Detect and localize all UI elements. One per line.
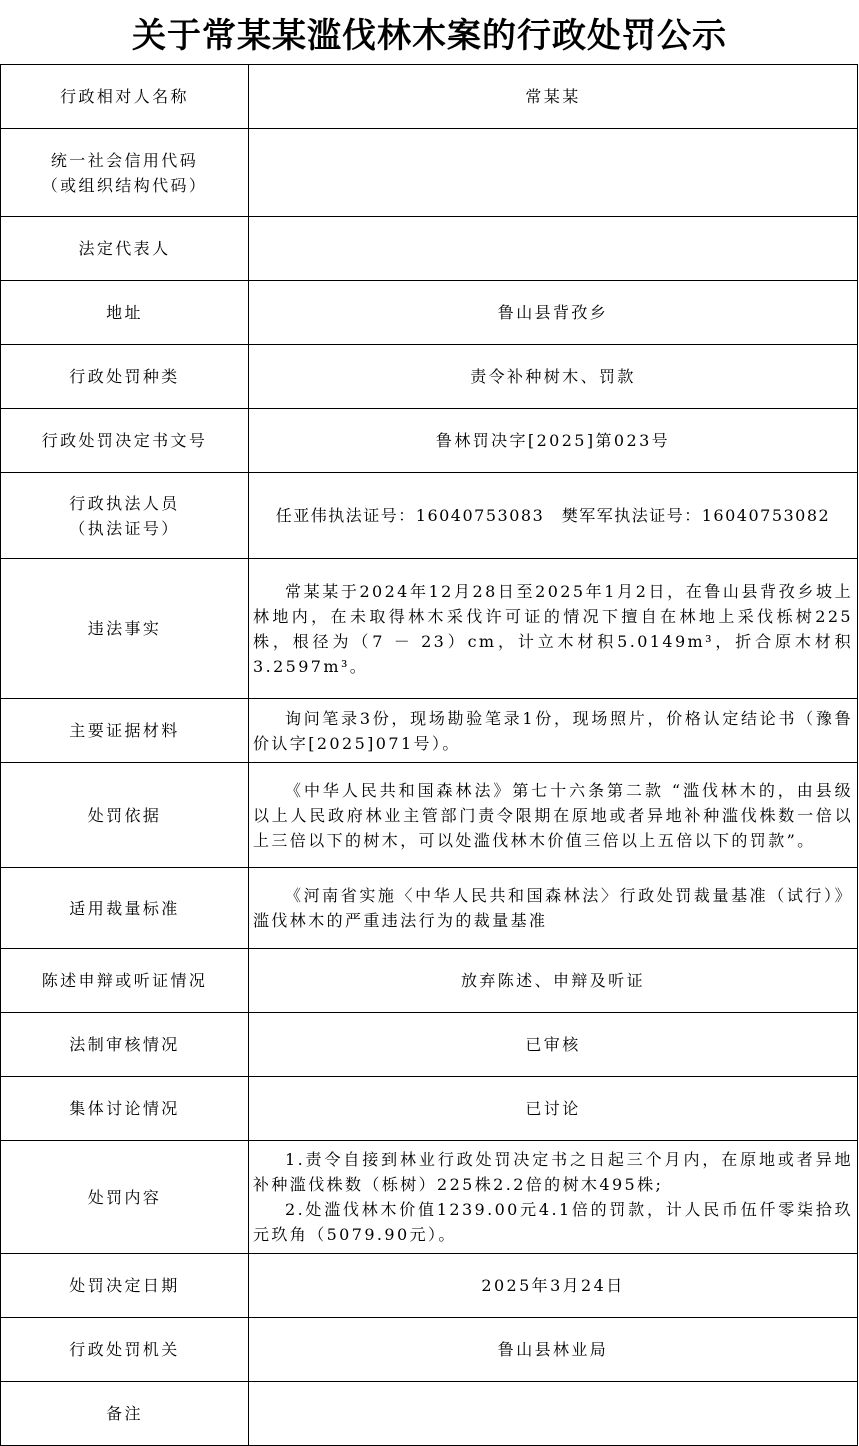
table-row (1, 217, 858, 281)
officers-label-line1: 行政执法人员 (69, 493, 180, 513)
legal-rep-label: 法定代表人 (1, 217, 249, 281)
collective-value: 已讨论 (249, 1077, 858, 1141)
penalty-type-label: 行政处罚种类 (1, 345, 249, 409)
table-row (1, 559, 858, 699)
legal-rep-value (249, 217, 858, 281)
credit-code-value (249, 129, 858, 217)
facts-text: 常某某于2024年12月28日至2025年1月2日，在鲁山县背孜乡坡上林地内，在未取得林木采伐许可证的情况下擅自在林地上采伐栎树225株，根径为（7 － 23）cm，计立木材积5.0149m³，折合原木材积3.2597m³。 (253, 581, 853, 676)
table-row (1, 868, 858, 949)
page-title: 关于常某某滥伐林木案的行政处罚公示 (132, 15, 727, 56)
decision-no-label: 行政处罚决定书文号 (1, 409, 249, 473)
table-row (1, 409, 858, 473)
decision-no-value: 鲁林罚决字[2025]第023号 (249, 409, 858, 473)
evidence-text: 询问笔录3份，现场勘验笔录1份，现场照片，价格认定结论书（豫鲁价认字[2025]071号）。 (253, 708, 853, 753)
party-name-value: 常某某 (249, 65, 858, 129)
table-row (1, 949, 858, 1013)
table-row (1, 699, 858, 763)
basis-label: 处罚依据 (1, 763, 249, 868)
table-row (1, 1254, 858, 1318)
content-value (249, 1141, 858, 1254)
table-row (1, 281, 858, 345)
credit-code-label (1, 129, 249, 217)
table-row (1, 1077, 858, 1141)
content-item-1: 1.责令自接到林业行政处罚决定书之日起三个月内，在原地或者异地补种滥伐株数（栎树）225株2.2倍的树木495株; (253, 1150, 853, 1194)
officers-label (1, 473, 249, 559)
decision-date-value: 2025年3月24日 (249, 1254, 858, 1318)
facts-label: 违法事实 (1, 559, 249, 699)
table-row (1, 345, 858, 409)
statement-label: 陈述申辩或听证情况 (1, 949, 249, 1013)
party-name-label: 行政相对人名称 (1, 65, 249, 129)
standard-label: 适用裁量标准 (1, 868, 249, 949)
table-row (1, 129, 858, 217)
table-row (1, 1318, 858, 1382)
decision-date-label: 处罚决定日期 (1, 1254, 249, 1318)
penalty-type-value: 责令补种树木、罚款 (249, 345, 858, 409)
remarks-value (249, 1382, 858, 1446)
table-row (1, 1013, 858, 1077)
table-row (1, 763, 858, 868)
address-label: 地址 (1, 281, 249, 345)
facts-value (249, 559, 858, 699)
evidence-label: 主要证据材料 (1, 699, 249, 763)
table-row (1, 1141, 858, 1254)
basis-text: 《中华人民共和国森林法》第七十六条第二款 “滥伐林木的，由县级以上人民政府林业主管部门责令限期在原地或者异地补种滥伐株数一倍以上三倍以下的树木，可以处滥伐林木价值三倍以上五倍以下的罚款”。 (253, 780, 853, 850)
basis-value (249, 763, 858, 868)
legal-review-label: 法制审核情况 (1, 1013, 249, 1077)
officers-label-line2: （执法证号） (69, 518, 180, 538)
standard-value (249, 868, 858, 949)
standard-text: 《河南省实施〈中华人民共和国森林法〉行政处罚裁量基准（试行）》滥伐林木的严重违法行为的裁量基准 (253, 886, 853, 930)
evidence-value (249, 699, 858, 763)
legal-review-value: 已审核 (249, 1013, 858, 1077)
table-row (1, 1382, 858, 1446)
table-row (1, 473, 858, 559)
table-row (1, 65, 858, 129)
credit-code-label-line2: （或组织结构代码） (41, 175, 208, 195)
content-label: 处罚内容 (1, 1141, 249, 1254)
statement-value: 放弃陈述、申辩及听证 (249, 949, 858, 1013)
content-item-2: 2.处滥伐林木价值1239.00元4.1倍的罚款，计人民币伍仟零柒拾玖元玖角（5079.90元）。 (253, 1200, 853, 1244)
address-value: 鲁山县背孜乡 (249, 281, 858, 345)
credit-code-label-line1: 统一社会信用代码 (50, 150, 199, 170)
officers-value: 任亚伟执法证号：16040753083 樊军军执法证号：16040753082 (249, 473, 858, 559)
authority-value: 鲁山县林业局 (249, 1318, 858, 1382)
penalty-table (0, 64, 858, 1446)
authority-label: 行政处罚机关 (1, 1318, 249, 1382)
collective-label: 集体讨论情况 (1, 1077, 249, 1141)
remarks-label: 备注 (1, 1382, 249, 1446)
